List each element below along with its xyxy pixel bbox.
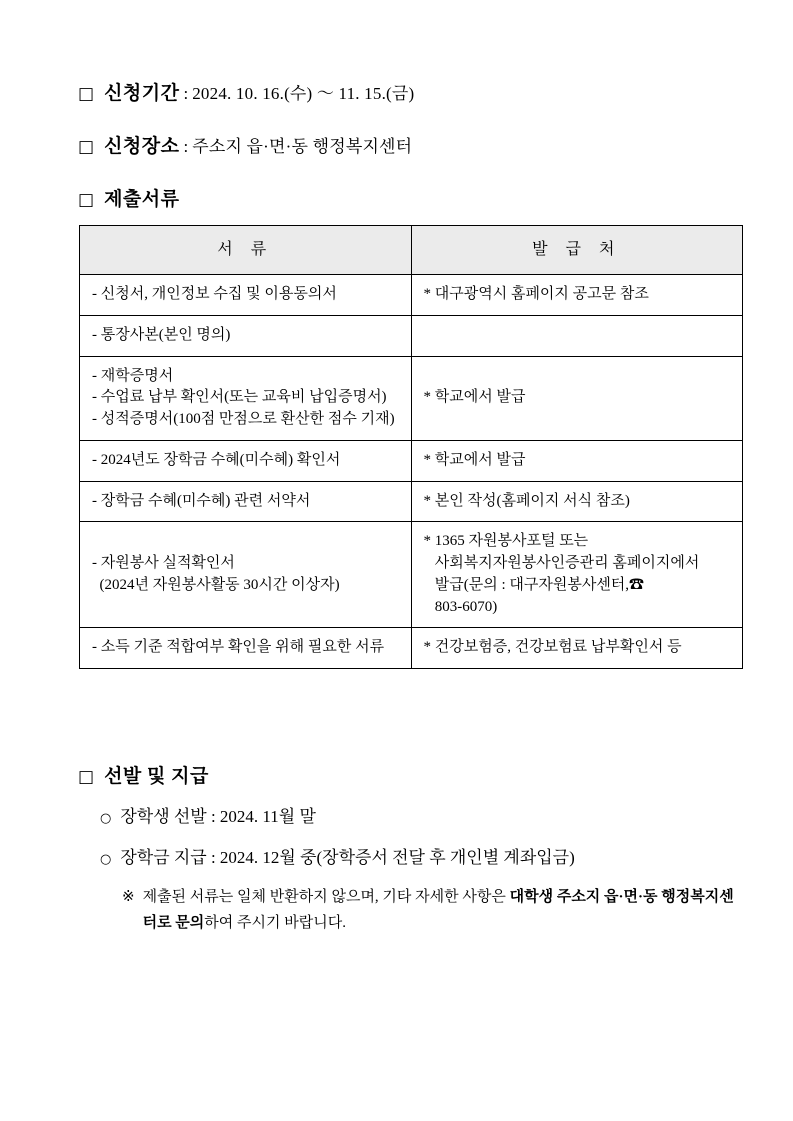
cell-line: - 소득 기준 적합여부 확인을 위해 필요한 서류 <box>92 639 385 656</box>
footnote-part2: 하여 주시기 바랍니다. <box>204 915 346 932</box>
list-item-label: 장학금 지급 : 2024. 12월 중(장학증서 전달 후 개인별 계좌입금) <box>120 848 575 867</box>
cell-line: * 건강보험증, 건강보험료 납부확인서 등 <box>423 639 682 656</box>
application-period-value: 2024. 10. 16.(수) ～ 11. 15.(금) <box>192 84 415 103</box>
square-bullet-icon: □ <box>78 190 95 210</box>
documents-heading-label: 제출서류 <box>104 189 180 210</box>
list-item-label: 장학생 선발 : 2024. 11월 말 <box>120 807 316 826</box>
documents-heading <box>78 184 741 211</box>
cell-line: * 대구광역시 홈페이지 공고문 참조 <box>423 286 649 302</box>
square-bullet-icon: □ <box>78 767 95 787</box>
asterisk-mark-icon: ※ <box>122 889 135 905</box>
cell-line: - 성적증명서(100점 만점으로 환산한 점수 기재) <box>92 411 395 427</box>
application-period-label: 신청기간 <box>104 83 180 104</box>
cell-document <box>80 356 412 440</box>
application-place-line <box>78 131 741 158</box>
footnote <box>122 884 741 937</box>
cell-issuer <box>411 440 743 481</box>
footnote-bold2: 행정복지센터로 문의 <box>142 889 734 932</box>
selection-heading <box>78 761 741 788</box>
cell-document <box>80 275 412 316</box>
table-row <box>80 481 743 522</box>
application-period-colon: : <box>183 84 189 103</box>
table-body <box>80 275 743 669</box>
table-row <box>80 356 743 440</box>
cell-issuer <box>411 522 743 628</box>
footnote-bold1: 대학생 주소지 읍·면·동 <box>509 889 658 905</box>
cell-line: 803-6070) <box>423 598 498 615</box>
table-row <box>80 275 743 316</box>
list-item <box>100 802 741 827</box>
table-header-row <box>80 226 743 275</box>
cell-issuer <box>411 315 743 356</box>
cell-issuer <box>411 275 743 316</box>
cell-line: * 1365 자원봉사포털 또는 <box>423 533 589 550</box>
square-bullet-icon: □ <box>78 84 95 104</box>
application-place-colon: : <box>183 137 189 156</box>
cell-issuer <box>411 356 743 440</box>
cell-line: - 통장사본(본인 명의) <box>92 326 231 343</box>
circle-bullet-icon: ○ <box>100 852 112 867</box>
cell-line: (2024년 자원봉사활동 30시간 이상자) <box>92 576 340 593</box>
cell-line: - 장학금 수혜(미수혜) 관련 서약서 <box>92 492 311 509</box>
cell-line: - 신청서, 개인정보 수집 및 이용동의서 <box>92 286 337 302</box>
table-row <box>80 315 743 356</box>
column-header-document: 서 류 <box>80 226 412 275</box>
cell-line: * 본인 작성(홈페이지 서식 참조) <box>423 492 630 509</box>
cell-line: * 학교에서 발급 <box>423 451 526 468</box>
list-item <box>100 843 741 868</box>
table-row <box>80 628 743 669</box>
selection-heading-label: 선발 및 지급 <box>104 766 209 787</box>
required-documents-table <box>79 225 743 669</box>
table-row <box>80 522 743 628</box>
cell-line: - 재학증명서 <box>92 367 174 384</box>
footnote-part1: 제출된 서류는 일체 반환하지 않으며, 기타 자세한 사항은 <box>142 889 510 905</box>
square-bullet-icon: □ <box>78 137 95 157</box>
cell-line: * 학교에서 발급 <box>423 389 526 406</box>
cell-line: 발급(문의 : 대구자원봉사센터,☎ <box>423 576 645 593</box>
application-place-label: 신청장소 <box>104 136 180 157</box>
cell-line: 사회복지자원봉사인증관리 홈페이지에서 <box>423 555 700 571</box>
cell-line: - 2024년도 장학금 수혜(미수혜) 확인서 <box>92 451 341 468</box>
selection-section <box>78 761 741 937</box>
footnote-text <box>143 884 741 937</box>
cell-document <box>80 522 412 628</box>
selection-items <box>78 802 741 868</box>
cell-document <box>80 628 412 669</box>
cell-document <box>80 481 412 522</box>
cell-issuer <box>411 628 743 669</box>
circle-bullet-icon: ○ <box>100 811 112 826</box>
cell-line: - 자원봉사 실적확인서 <box>92 555 235 571</box>
column-header-issuer: 발 급 처 <box>411 226 743 275</box>
cell-line: - 수업료 납부 확인서(또는 교육비 납입증명서) <box>92 389 387 406</box>
cell-document <box>80 440 412 481</box>
table-row <box>80 440 743 481</box>
application-place-value: 주소지 읍·면·동 행정복지센터 <box>192 137 413 156</box>
application-period-line <box>78 78 741 105</box>
cell-issuer <box>411 481 743 522</box>
cell-document <box>80 315 412 356</box>
